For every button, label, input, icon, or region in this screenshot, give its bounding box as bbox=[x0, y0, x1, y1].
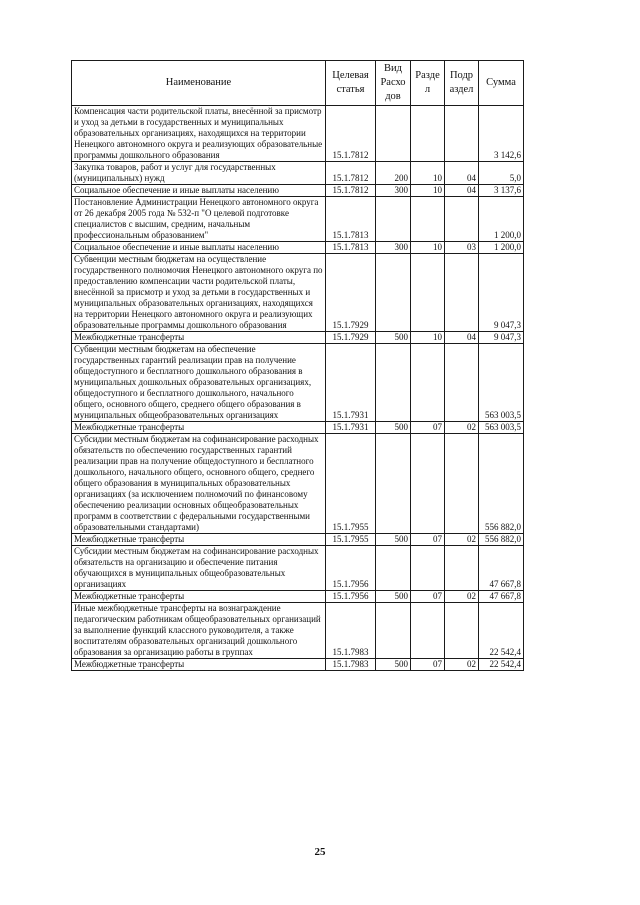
cell-section bbox=[411, 603, 445, 659]
cell-subsection bbox=[445, 197, 479, 242]
cell-kind bbox=[376, 434, 411, 534]
cell-section bbox=[411, 106, 445, 162]
cell-sum: 563 003,5 bbox=[479, 344, 524, 422]
cell-kind bbox=[376, 254, 411, 332]
header-name: Наименование bbox=[72, 61, 326, 106]
cell-name: Межбюджетные трансферты bbox=[72, 591, 326, 603]
table-row bbox=[72, 254, 524, 332]
cell-name: Закупка товаров, работ и услуг для государственных (муниципальных) нужд bbox=[72, 162, 326, 185]
cell-name: Компенсация части родительской платы, внесённой за присмотр и уход за детьми в государственных и муниципальных образовательных организациях, находящихся на территории Ненецкого автономного округа и реализующих образовательные программы дошкольного образования bbox=[72, 106, 326, 162]
cell-kind bbox=[376, 603, 411, 659]
cell-section: 07 bbox=[411, 534, 445, 546]
cell-target: 15.1.7929 bbox=[326, 254, 376, 332]
header-sum: Сумма bbox=[479, 61, 524, 106]
table-row bbox=[72, 344, 524, 422]
cell-sum: 9 047,3 bbox=[479, 254, 524, 332]
cell-target: 15.1.7956 bbox=[326, 546, 376, 591]
cell-sum: 22 542,4 bbox=[479, 659, 524, 671]
cell-sum: 9 047,3 bbox=[479, 332, 524, 344]
table-row bbox=[72, 185, 524, 197]
table-row bbox=[72, 197, 524, 242]
cell-target: 15.1.7955 bbox=[326, 534, 376, 546]
table-row bbox=[72, 332, 524, 344]
table-row bbox=[72, 434, 524, 534]
cell-name: Постановление Администрации Ненецкого автономного округа от 26 декабря 2005 года № 532-п "О целевой подготовке специалистов с высшим, средним, начальным профессиональным образованием" bbox=[72, 197, 326, 242]
cell-target: 15.1.7813 bbox=[326, 197, 376, 242]
cell-subsection bbox=[445, 344, 479, 422]
cell-kind: 300 bbox=[376, 242, 411, 254]
cell-subsection: 04 bbox=[445, 332, 479, 344]
cell-target: 15.1.7931 bbox=[326, 422, 376, 434]
cell-name: Субсидии местным бюджетам на софинансирование расходных обязательств на организацию и обеспечение питания обучающихся в муниципальных общеобразовательных организациях bbox=[72, 546, 326, 591]
cell-sum: 556 882,0 bbox=[479, 534, 524, 546]
cell-subsection: 02 bbox=[445, 591, 479, 603]
header-kind: Вид Расхо дов bbox=[376, 61, 411, 106]
table-row bbox=[72, 162, 524, 185]
header-target: Целевая статья bbox=[326, 61, 376, 106]
cell-target: 15.1.7812 bbox=[326, 106, 376, 162]
table-row bbox=[72, 659, 524, 671]
cell-subsection: 02 bbox=[445, 422, 479, 434]
cell-section: 10 bbox=[411, 185, 445, 197]
cell-subsection bbox=[445, 106, 479, 162]
cell-section: 07 bbox=[411, 422, 445, 434]
cell-target: 15.1.7955 bbox=[326, 434, 376, 534]
cell-kind: 200 bbox=[376, 162, 411, 185]
cell-target: 15.1.7931 bbox=[326, 344, 376, 422]
cell-kind bbox=[376, 106, 411, 162]
cell-target: 15.1.7929 bbox=[326, 332, 376, 344]
cell-sum: 47 667,8 bbox=[479, 591, 524, 603]
header-section: Разде л bbox=[411, 61, 445, 106]
table-body bbox=[72, 106, 524, 671]
cell-section bbox=[411, 197, 445, 242]
table-row bbox=[72, 534, 524, 546]
cell-name: Социальное обеспечение и иные выплаты населению bbox=[72, 242, 326, 254]
cell-sum: 5,0 bbox=[479, 162, 524, 185]
table-row bbox=[72, 546, 524, 591]
cell-kind: 500 bbox=[376, 591, 411, 603]
cell-kind: 500 bbox=[376, 332, 411, 344]
cell-kind: 500 bbox=[376, 422, 411, 434]
cell-kind: 300 bbox=[376, 185, 411, 197]
table-row bbox=[72, 242, 524, 254]
cell-subsection: 02 bbox=[445, 659, 479, 671]
page-number: 25 bbox=[314, 846, 326, 858]
cell-subsection bbox=[445, 546, 479, 591]
cell-target: 15.1.7813 bbox=[326, 242, 376, 254]
cell-subsection: 03 bbox=[445, 242, 479, 254]
cell-target: 15.1.7983 bbox=[326, 603, 376, 659]
cell-name: Субсидии местным бюджетам на софинансирование расходных обязательств по обеспечению государственных гарантий реализации прав на получение общедоступного и бесплатного дошкольного, начального общего, основного общего, среднего общего образования в муниципальных образовательных организациях (за исключением полномочий по финансовому обеспечению реализации основных общеобразовательных программ в соответствии с федеральными государственными образовательными стандартами) bbox=[72, 434, 326, 534]
cell-subsection bbox=[445, 603, 479, 659]
cell-kind bbox=[376, 197, 411, 242]
cell-section: 07 bbox=[411, 659, 445, 671]
cell-subsection: 04 bbox=[445, 162, 479, 185]
cell-section: 10 bbox=[411, 242, 445, 254]
cell-subsection bbox=[445, 254, 479, 332]
cell-sum: 47 667,8 bbox=[479, 546, 524, 591]
cell-target: 15.1.7812 bbox=[326, 185, 376, 197]
cell-subsection bbox=[445, 434, 479, 534]
cell-section bbox=[411, 344, 445, 422]
cell-target: 15.1.7956 bbox=[326, 591, 376, 603]
cell-name: Социальное обеспечение и иные выплаты населению bbox=[72, 185, 326, 197]
cell-section: 10 bbox=[411, 162, 445, 185]
cell-section: 07 bbox=[411, 591, 445, 603]
table-row bbox=[72, 106, 524, 162]
table-header-row bbox=[72, 61, 524, 106]
cell-section: 10 bbox=[411, 332, 445, 344]
cell-subsection: 02 bbox=[445, 534, 479, 546]
cell-sum: 3 137,6 bbox=[479, 185, 524, 197]
table-row bbox=[72, 591, 524, 603]
cell-name: Межбюджетные трансферты bbox=[72, 659, 326, 671]
budget-table bbox=[71, 60, 524, 671]
cell-section bbox=[411, 546, 445, 591]
table-row bbox=[72, 422, 524, 434]
cell-name: Межбюджетные трансферты bbox=[72, 534, 326, 546]
cell-kind: 500 bbox=[376, 659, 411, 671]
cell-name: Субвенции местным бюджетам на обеспечение государственных гарантий реализации прав на получение общедоступного и бесплатного дошкольного образования в муниципальных дошкольных образовательных организациях, общедоступного и бесплатного дошкольного, начального общего, основного общего, среднего общего образования в муниципальных общеобразовательных организациях bbox=[72, 344, 326, 422]
cell-kind: 500 bbox=[376, 534, 411, 546]
table-row bbox=[72, 603, 524, 659]
cell-subsection: 04 bbox=[445, 185, 479, 197]
cell-target: 15.1.7983 bbox=[326, 659, 376, 671]
cell-sum: 1 200,0 bbox=[479, 242, 524, 254]
cell-sum: 3 142,6 bbox=[479, 106, 524, 162]
header-subsection: Подр аздел bbox=[445, 61, 479, 106]
cell-name: Субвенции местным бюджетам на осуществление государственного полномочия Ненецкого автономного округа по предоставлению компенсации части родительской платы, внесённой за присмотр и уход за детьми в государственных и муниципальных образовательных организациях, находящихся на территории Ненецкого автономного округа и реализующих образовательные программы дошкольного образования bbox=[72, 254, 326, 332]
cell-name: Межбюджетные трансферты bbox=[72, 332, 326, 344]
cell-name: Иные межбюджетные трансферты на вознаграждение педагогическим работникам общеобразовательных организаций за выполнение функций классного руководителя, а также воспитателям образовательных организаций дошкольного образования за организацию работы в группах bbox=[72, 603, 326, 659]
cell-section bbox=[411, 254, 445, 332]
cell-sum: 22 542,4 bbox=[479, 603, 524, 659]
cell-sum: 556 882,0 bbox=[479, 434, 524, 534]
cell-target: 15.1.7812 bbox=[326, 162, 376, 185]
cell-section bbox=[411, 434, 445, 534]
cell-sum: 563 003,5 bbox=[479, 422, 524, 434]
cell-name: Межбюджетные трансферты bbox=[72, 422, 326, 434]
cell-sum: 1 200,0 bbox=[479, 197, 524, 242]
cell-kind bbox=[376, 344, 411, 422]
cell-kind bbox=[376, 546, 411, 591]
